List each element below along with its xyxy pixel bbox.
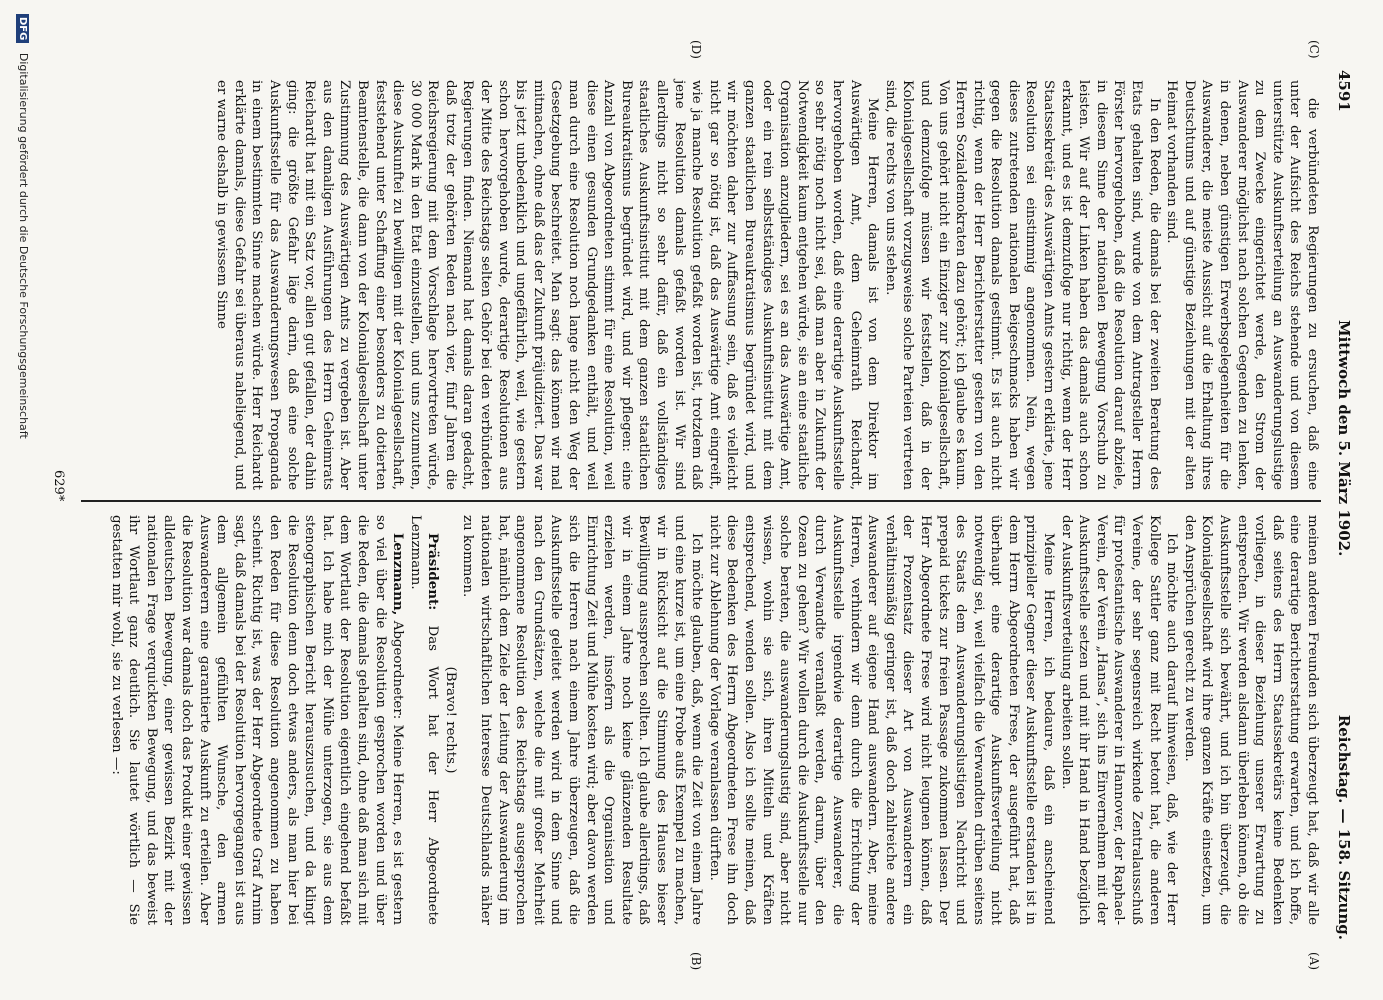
page-number: 4591 [1335, 70, 1353, 112]
quoted-resolution: die verbündeten Regierungen zu ersuchen, daß eine unter der Aufsicht des Reichs stehende und von diesem unterstützte Auskunftserteilung an Auswanderungslustige zu dem Zwecke eingerichtet werde, den Strom der Auswanderer möglichst nach solchen Gegenden zu lenken, in denen, neben günstigen Erwerbsgelegenheiten für die Auswanderer, die meiste Aussicht auf die Erhaltung ihres Deutschtums und auf günstige Beziehungen mit der alten Heimat vorhanden sind. [1164, 80, 1320, 490]
dfg-logo: DFG [16, 14, 29, 43]
applause-note: (Bravo! rechts.) [442, 666, 458, 774]
column-divider [81, 500, 1321, 502]
right-column [213, 80, 1321, 490]
digitization-note: Digitalisierung gefördert durch die Deutsche Forschungsgemeinschaft [17, 52, 30, 439]
margin-mark-c: (C) [1307, 40, 1321, 59]
president-label: Präsident: [425, 533, 442, 611]
paragraph: In den Reden, die damals bei der zweiten Beratung des Etats gehalten sind, wurde von dem Antragsteller Herrn Förster hervorgehoben, daß die Resolution darauf abziele, in diesem Sinne der nationalen Bewegung Vorschub zu leisten. Wir auf der Linken haben das damals auch schon erkannt, und es ist demzufolge nur richtig, wenn der Herr Staatssekretär des Auswärtigen Amts gestern erklärte, jene Resolution sei einstimmig angenommen. Nein, wegen dieses zutretenden nationalen Beigeschmacks haben wir gegen die Resolution damals gestimmt. Es ist auch nicht richtig, wenn der Herr Berichterstatter gestern von den Herren Sozialdemokraten dazu gehört; ich glaube es kaum. Von uns gehört nicht ein Einziger zur Kolonialgesellschaft, und demzufolge müssen wir feststellen, daß in der Kolonialgesellschaft vorzugsweise solche Parteien vertreten sind, die rechts von uns stehen. [882, 80, 1162, 490]
session-title: Reichstag. — 158. Sitzung. [1335, 714, 1353, 940]
president-text: Das Wort hat der Herr Abgeordnete Lenzmann. [407, 515, 441, 925]
speaker-role: Abgeordneter: [390, 620, 406, 720]
session-date: Mittwoch den 5. März 1902. [1335, 320, 1353, 557]
speech-text: Meine Herren, es ist gestern so viel über die Resolution gesprochen worden und über die Reden, die damals gehalten sind, ohne daß man sich mit dem Wortlaut der Resolution eigentlich eingehend befaßt hat. Ich habe mich der Mühe unterzogen, sie aus dem stenographischen Bericht herauszusuchen, und da klingt die Resolution denn doch etwas anders, als man hier bei den Reden für diese Resolution angenommen zu haben scheint. Richtig ist, was der Herr Abgeordnete Graf Arnim sagt, daß damals bei der Resolution hervorgegangen ist aus dem allgemein gefühlten Wunsche, den armen Auswanderern eine garantierte Auskunft zu erteilen. Aber die Resolution war damals doch das Produkt einer gewissen alldeutschen Bewegung, einer gewissen Bezirk mit der nationalen Frage verquickten Bewegung, und das beweist ihr Wortlaut ganz deutlich. Sie lautet wörtlich — Sie gestatten mir wohl, sie zu verlesen —: [108, 515, 406, 926]
digitization-credit [16, 14, 30, 994]
president-remark [406, 515, 441, 925]
paragraph: Ich möchte glauben, daß, wenn die Zeit von einem Jahre und eine kurze ist, um eine Probe aufs Exempel zu machen, wir in Rücksicht auf die Stimmung des Hauses bieser Bewilligung aussprechen sollten. Ich glaube allerdings, daß wir in einem Jahre noch keine glänzenden Resultate erzielen werden, insofern als die Organisation und Einrichtung Zeit und Mühe kosten wird; aber davon werden sich die Herren nach einem Jahre überzeugen, daß die Auskunftsstelle geleitet werden wird in dem Sinne und nach den Grundsätzen, welche die mit großer Mehrheit angenommene Resolution des Reichstags ausgesprochen hat, nämlich dem Ziele der Leitung der Auswanderung im nationalen wirtschaftlichen Interesse Deutschlands näher zu kommen. [460, 515, 705, 925]
margin-mark-b: (B) [689, 952, 703, 971]
paragraph: meinen anderen Freunden sich überzeugt hat, daß wir alle eine derartige Berichterstattung erwarten, und ich hoffe, daß seitens des Herrn Staatssekretärs keine Bedenken vorliegen, in dieser Beziehung unserer Erwartung zu entsprechen. Wir werden alsdann überleben können, ob die Auskunftsstelle sich bewährt, und ich bin überzeugt, die Kolonialgesellschaft wird ihre ganzen Kräfte einsetzen, um den Ansprüchen gerecht zu werden. [1181, 515, 1320, 925]
speaker-name: Lenzmann, [390, 533, 407, 616]
left-column [107, 515, 1321, 925]
paragraph: Ich möchte auch darauf hinweisen, daß, wie der Herr Kollege Sattler ganz mit Recht betont hat, die anderen Vereine, der sehr segensreich wirkende Zentralausschuß für protestantische Auswanderer in Hannover, der Raphael-Verein, der Verein „Hansa“, sich ins Einvernehmen mit der Auskunftsstelle setzen und mit ihr Hand in Hand bezüglich der Auskunftsverteilung arbeiten sollen. [1058, 515, 1180, 925]
margin-mark-d: (D) [689, 40, 703, 59]
speech [107, 515, 406, 925]
page-header [1329, 70, 1353, 940]
paragraph: Meine Herren, ich bedaure, daß ein anscheinend prinzipieller Gegner dieser Auskunftsstelle erstanden ist in dem Herrn Abgeordneten Frese, der ausgeführt hat, daß überhaupt eine derartige Auskunftsverteilung nicht notwendig sei, weil vielfach die Verwandten drüben seitens des Staats dem Auswanderungslustigen Nachricht und prepaid tickets zur freien Passage zukommen lassen. Der Herr Abgeordnete Frese wird nicht leugnen können, daß der Prozentsatz dieser Art von Auswanderern ein verhältnismäßig geringer ist, daß doch zahlreiche andere Auswanderer auf eigene Hand auswandern. Aber, meine Herren, verhindern wir denn durch die Errichtung der Auskunftsstelle irgendwie derartige Auswanderer, die durch Verwandte veranlaßt werden, darum, über den Ozean zu gehen? Wir wollen durch die Auskunftsstelle nur solche beraten, die auswanderungslustig sind, aber nicht wissen, wohin sie sich, ihren Mitteln und Kräften entsprechend, wenden sollen. Also ich sollte meinen, daß diese Bedenken des Herrn Abgeordneten Frese ihn doch nicht zur Ablehnung der Vorlage veranlassen dürften. [706, 515, 1057, 925]
paragraph: Meine Herren, damals ist von dem Direktor im Auswärtigen Amt, dem Geheimrath Reichardt, hervorgehoben worden, daß eine derartige Auskunftsstelle so sehr nötig noch nicht sei, daß man aber in Zukunft der Notwendigkeit kaum entgehen würde, sie an eine staatliche Organisation anzugliedern, sei es an das Auswärtige Amt, oder ein rein selbstständiges Auskunftsinstitut mit dem ganzen staatlichen Bureaukratismus begründet wird, und wir möchten daher zur Auffassung sein, daß es vielleicht nicht gar so nötig ist, daß das Auswärtige Amt eingreift, wie ja manche Resolution gefaßt worden ist, trotzdem daß jene Resolution damals gefaßt worden ist. Wir sind allerdings nicht so sehr dafür, daß ein vollständiges staatliches Auskunftsinstitut mit dem ganzen staatlichen Bureaukratismus begründet wird, und wir pflegen: eine Anzahl von Abgeordneten stimmt für eine Resolution, weil diese einen gesunden Grundgedanken enthält, und weil man durch eine Resolution noch lange nicht den Weg der Gesetzgebung beschreitet. Man sagt: das können wir mal mitmachen, ohne daß das der Zukunft präjudiziert. Das war bis jetzt unbedenklich und ungefährlich, weil, wie gestern schon hervorgehoben wurde, derartige Resolutionen aus der Mitte des Reichstags selten Gehör bei den verbündeten Regierungen finden. Niemand hat damals daran gedacht, daß trotz der gehörten Reden nach vier, fünf Jahren die Reichsregierung mit dem Vorschlage hervortreten würde, 30 000 Mark in den Etat einzustellen, und uns zuzumuten, diese Auskunftei zu bewilligen mit der Kolonialgesellschaft, feststehend unter Schaffung einer besonders zu dotierten Beamtenstelle, die dann von der Kolonialgesellschaft unter Zustimmung des Auswärtigen Amts zu vergeben ist. Aber aus den damaligen Ausführungen des Herrn Geheimrats Reichardt hat mit ein Satz vor, allen gut gefallen, der dahin ging: die größte Gefahr läge darin, daß eine solche Auskunftsstelle für das Auswanderungswesen Propaganda in einem bestimmten Sinne machen würde. Herr Reichardt erklärte damals, diese Gefahr sei überaus naheliegend, und er warne deshalb in gewissem Sinne [214, 80, 881, 490]
margin-mark-a: (A) [1307, 952, 1321, 971]
signature-mark: 629* [51, 470, 66, 502]
